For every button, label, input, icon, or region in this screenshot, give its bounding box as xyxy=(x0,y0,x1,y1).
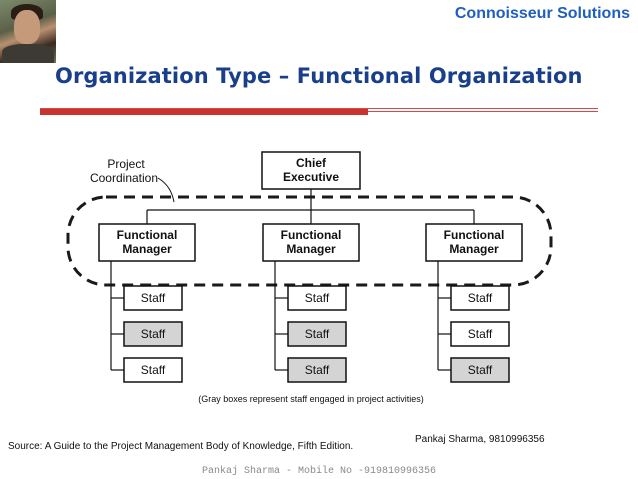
manager-label-line2: Manager xyxy=(449,242,499,256)
staff-label: Staff xyxy=(467,363,493,377)
manager-label-line1: Functional xyxy=(280,228,342,242)
staff-label: Staff xyxy=(140,363,166,377)
staff-label: Staff xyxy=(467,327,493,341)
staff-label: Staff xyxy=(140,291,166,305)
staff-label: Staff xyxy=(304,327,330,341)
manager-columns xyxy=(99,224,522,382)
coordination-label-line2: Coordination xyxy=(89,171,159,185)
presenter-photo xyxy=(0,0,56,63)
author-contact: Pankaj Sharma, 9810996356 xyxy=(415,434,545,445)
chief-label-line1: Chief xyxy=(296,156,326,170)
staff-label: Staff xyxy=(140,327,166,341)
footer-text: Pankaj Sharma - Mobile No -919810996356 xyxy=(201,466,437,477)
staff-label: Staff xyxy=(304,363,330,377)
source-citation: Source: A Guide to the Project Management Body of Knowledge, Fifth Edition. xyxy=(8,441,354,452)
slide-title: Organization Type – Functional Organization xyxy=(55,64,583,88)
chief-label-line2: Executive xyxy=(282,170,340,184)
staff-label: Staff xyxy=(304,291,330,305)
coordination-label-line1: Project xyxy=(107,157,145,171)
org-diagram xyxy=(46,140,573,412)
manager-label-line2: Manager xyxy=(122,242,172,256)
title-accent-bar xyxy=(40,109,368,115)
manager-label-line1: Functional xyxy=(443,228,505,242)
photo-face xyxy=(14,10,40,44)
manager-label-line1: Functional xyxy=(116,228,178,242)
org-chart-svg xyxy=(46,140,573,412)
staff-label: Staff xyxy=(467,291,493,305)
title-rule-right xyxy=(368,111,598,112)
connector-lines xyxy=(147,189,474,224)
company-name: Connoisseur Solutions xyxy=(454,5,630,22)
photo-shirt xyxy=(2,44,54,63)
diagram-note: (Gray boxes represent staff engaged in project activities) xyxy=(198,394,424,404)
manager-label-line2: Manager xyxy=(286,242,336,256)
